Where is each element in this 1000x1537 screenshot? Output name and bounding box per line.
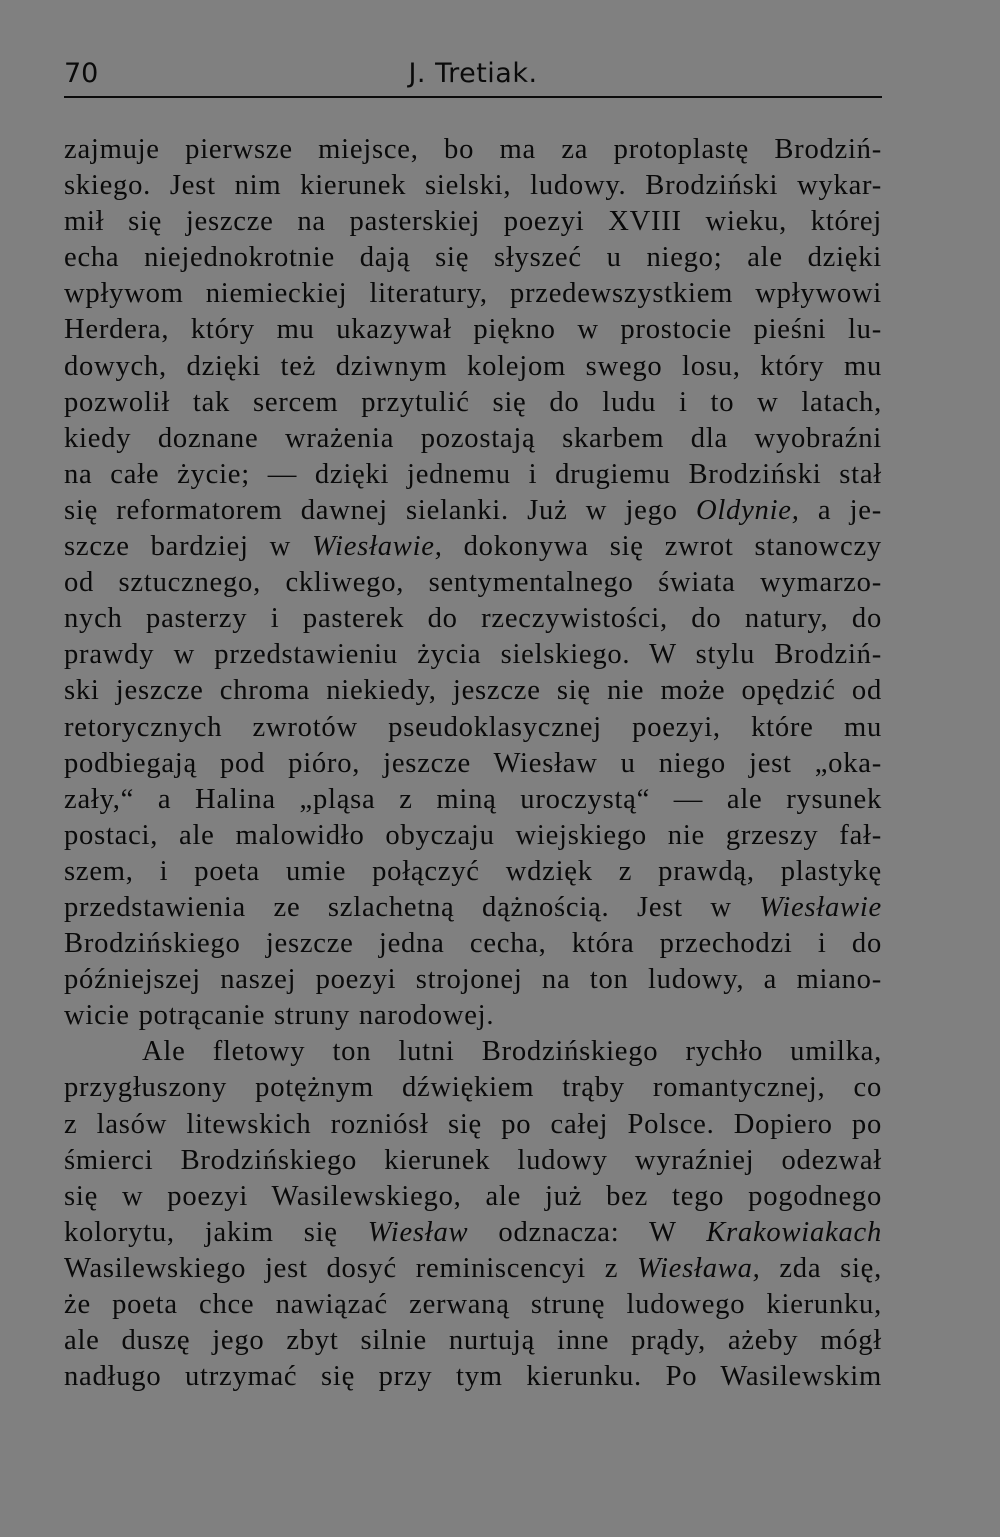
header-rule	[64, 96, 882, 98]
text-line: szem, i poeta umie połączyć wdzięk z prawdą, plastykę	[64, 855, 882, 887]
text-line: ale duszę jego zbyt silnie nurtują inne prądy, ażeby mógł	[64, 1325, 882, 1357]
text-line: się w poezyi Wasilewskiego, ale już bez tego pogodnego	[64, 1180, 882, 1212]
text-line: echa niejednokrotnie dają się słyszeć u niego; ale dzięki	[64, 242, 882, 274]
text-line: przygłuszony potężnym dźwiękiem trąby romantycznej, co	[64, 1072, 882, 1104]
page-number: 70	[64, 58, 99, 89]
running-title: J. Tretiak.	[408, 58, 538, 89]
text-line: nadługo utrzymać się przy tym kierunku. Po Wasilewskim	[64, 1361, 882, 1393]
text-segment: się reformatorem dawnej sielanki. Już w jego	[64, 494, 696, 526]
text-line	[64, 890, 882, 926]
italic-title-krakowiakach: Krakowiakach	[706, 1216, 882, 1248]
text-segment: przedstawienia ze szlachetną dążnością. Jest w	[64, 891, 760, 923]
text-line: Brodzińskiego jeszcze jedna cecha, która przechodzi i do	[64, 928, 882, 960]
text-segment: kolorytu, jakim się	[64, 1216, 368, 1248]
text-segment: zda się,	[760, 1252, 882, 1284]
text-line: podbiegają pod pióro, jeszcze Wiesław u niego jest „oka-	[64, 747, 882, 779]
text-line	[64, 529, 882, 565]
text-line: ski jeszcze chroma niekiedy, jeszcze się nie może opędzić od	[64, 675, 882, 707]
italic-title-wieslaw: Wiesław	[367, 1216, 469, 1248]
text-line: na całe życie; — dzięki jednemu i drugiemu Brodziński stał	[64, 458, 882, 490]
text-line: wicie potrącanie struny narodowej.	[64, 1000, 495, 1032]
text-segment: Wasilewskiego jest dosyć reminiscencyi z	[64, 1252, 637, 1284]
text-line	[64, 493, 882, 529]
text-segment: odznacza: W	[468, 1216, 707, 1248]
text-line: Ale fletowy ton lutni Brodzińskiego rychło umilka,	[142, 1036, 882, 1068]
text-line: od sztucznego, ckliwego, sentymentalnego świata wymarzo-	[64, 567, 882, 599]
text-line: zały,“ a Halina „pląsa z miną uroczystą“ — ale rysunek	[64, 783, 882, 815]
text-segment: dokonywa się zwrot stanowczy	[442, 531, 882, 563]
text-line	[64, 1251, 882, 1287]
book-page	[64, 54, 882, 1395]
text-line: wpływom niemieckiej literatury, przedewszystkiem wpływowi	[64, 278, 882, 310]
text-line: prawdy w przedstawieniu życia sielskiego. W stylu Brodziń-	[64, 639, 882, 671]
text-line: postaci, ale malowidło obyczaju wiejskiego nie grzeszy fał-	[64, 819, 882, 851]
text-line: kiedy doznane wrażenia pozostają skarbem dla wyobraźni	[64, 422, 882, 454]
text-line: mił się jeszcze na pasterskiej poezyi XVIII wieku, której	[64, 206, 882, 238]
body-text	[64, 132, 882, 1395]
text-line	[64, 1215, 882, 1251]
paragraph-1	[64, 132, 882, 1034]
italic-title-wieslawie: Wiesławie,	[312, 531, 443, 563]
paragraph-2	[64, 1034, 882, 1395]
text-segment: szcze bardziej w	[64, 531, 313, 563]
text-line: skiego. Jest nim kierunek sielski, ludowy. Brodziński wykar-	[64, 170, 882, 202]
text-line: śmierci Brodzińskiego kierunek ludowy wyraźniej odezwał	[64, 1144, 882, 1176]
text-segment: a je-	[799, 494, 882, 526]
text-line: z lasów litewskich rozniósł się po całej Polsce. Dopiero po	[64, 1108, 882, 1140]
text-line: pozwolił tak sercem przytulić się do ludu i to w latach,	[64, 386, 882, 418]
italic-title-oldynie: Oldynie,	[695, 494, 800, 526]
running-head	[64, 54, 882, 94]
italic-title-wieslawie: Wiesławie	[759, 891, 882, 923]
text-line: dowych, dzięki też dziwnym kolejom swego losu, który mu	[64, 350, 882, 382]
text-line: późniejszej naszej poezyi strojonej na ton ludowy, a miano-	[64, 964, 882, 996]
italic-title-wieslawa: Wiesława,	[637, 1252, 761, 1284]
text-line: nych pasterzy i pasterek do rzeczywistości, do natury, do	[64, 603, 882, 635]
text-line: zajmuje pierwsze miejsce, bo ma za protoplastę Brodziń-	[64, 134, 882, 165]
text-line: retorycznych zwrotów pseudoklasycznej poezyi, które mu	[64, 711, 882, 743]
text-line: Herdera, który mu ukazywał piękno w prostocie pieśni lu-	[64, 314, 882, 346]
text-line: że poeta chce nawiązać zerwaną strunę ludowego kierunku,	[64, 1289, 882, 1320]
